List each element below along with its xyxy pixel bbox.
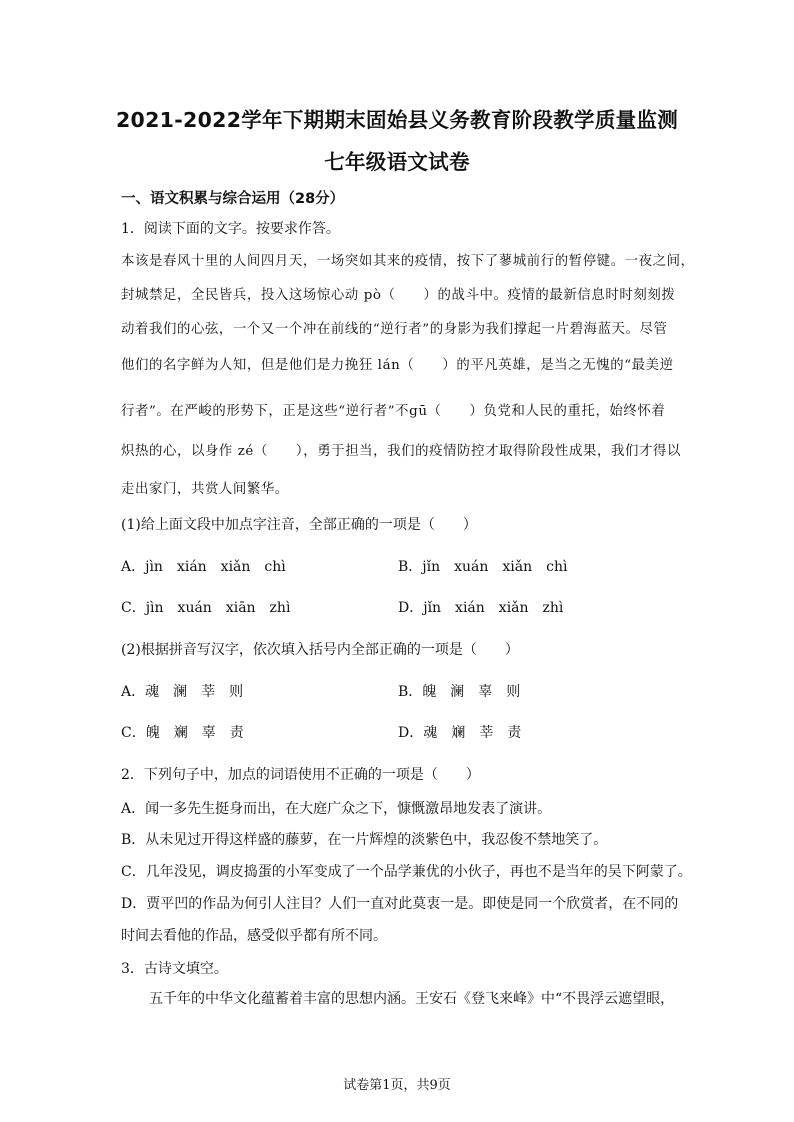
sub1-option-c: C．jìn xuán xiān zhì [121, 600, 291, 616]
question-3-stem: 3．古诗文填空。 [121, 961, 228, 977]
q2-option-d: D．贾平凹的作品为何引人注目？人们一直对此莫衷一是。即使是同一个欣赏者，在不同的 [121, 896, 679, 912]
passage-line: 他们的名字鲜为人知，但是他们是力挽狂 lán（ ）的平凡英雄，是当之无愧的“最美逆 [121, 358, 674, 373]
passage-line: 炽热的心，以身作 zé（ ），勇于担当，我们的疫情防控才取得阶段性成果，我们才得以 [121, 444, 681, 459]
q2-option-a: A．闻一多先生挺身而出，在大庭广众之下，慷慨激昂地发表了演讲。 [121, 801, 552, 817]
question-3-text: 五千年的中华文化蕴蓄着丰富的思想内涵。王安石《登飞来峰》中“不畏浮云遮望眼， [149, 991, 675, 1007]
passage-line: 走出家门，共赏人间繁华。 [121, 482, 289, 497]
passage-line: 本该是春风十里的人间四月天，一场突如其来的疫情，按下了蓼城前行的暂停键。一夜之间， [121, 254, 695, 269]
sub1-option-b: B．jǐn xuán xiǎn chì [398, 559, 568, 575]
question-2-stem: 2．下列句子中，加点的词语使用不正确的一项是（ ） [121, 767, 480, 783]
sub2-option-c: C．魄 斓 辜 责 [121, 725, 244, 741]
q2-option-d-continued: 时间去看他的作品，感受似乎都有所不同。 [121, 928, 387, 944]
sub2-option-a: A．魂 澜 莘 则 [121, 684, 244, 700]
sub1-option-d: D．jǐn xián xiǎn zhì [398, 600, 564, 616]
exam-title-line1: 2021-2022学年下期期末固始县义务教育阶段教学质量监测 [115, 108, 679, 132]
exam-title-line2: 七年级语文试卷 [324, 150, 470, 174]
q2-option-b: B．从未见过开得这样盛的藤萝，在一片辉煌的淡紫色中，我忍俊不禁地笑了。 [121, 832, 608, 848]
sub2-option-d: D．魂 斓 莘 责 [398, 725, 522, 741]
section-heading: 一、语文积累与综合运用（28分） [121, 191, 345, 207]
q2-option-c: C．几年没见，调皮捣蛋的小军变成了一个品学兼优的小伙子，再也不是当年的吴下阿蒙了。 [121, 864, 692, 880]
passage-line: 动着我们的心弦，一个又一个冲在前线的“逆行者”的身影为我们撑起一片碧海蓝天。尽管 [121, 322, 668, 337]
passage-line: 封城禁足，全民皆兵，投入这场惊心动 pò（ ）的战斗中。疫情的最新信息时时刻刻拨 [121, 288, 676, 303]
question-1-sub1: (1)给上面文段中加点字注音，全部正确的一项是（ ） [121, 517, 477, 533]
page-footer: 试卷第1页，共9页 [343, 1078, 451, 1093]
passage-line: 行者”。在严峻的形势下，正是这些“逆行者”不gū（ ）负党和人民的重托，始终怀着 [121, 404, 666, 419]
question-1-intro: 1．阅读下面的文字。按要求作答。 [121, 221, 340, 237]
sub2-option-b: B．魄 澜 辜 则 [398, 684, 521, 700]
sub1-option-a: A．jìn xián xiǎn chì [121, 559, 286, 575]
question-1-sub2: (2)根据拼音写汉字，依次填入括号内全部正确的一项是（ ） [121, 642, 519, 658]
